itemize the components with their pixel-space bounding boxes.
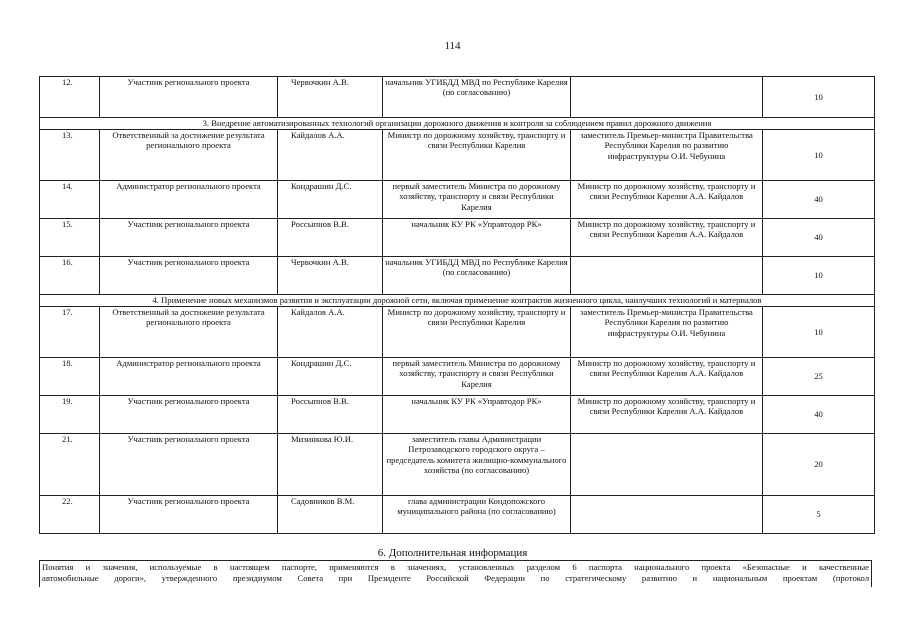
section-row	[40, 295, 875, 307]
section6-text-line: автомобильные дороги», утвержденного президиумом Совета при Президенте Российской Федерации по стратегическому развитию и национальным проектам (протокол	[42, 572, 869, 583]
participants-table	[39, 76, 875, 534]
row-role: Ответственный за достижение результата регионального проекта	[100, 307, 278, 358]
row-position: Министр по дорожному хозяйству, транспорту и связи Республики Карелия	[383, 130, 571, 181]
row-position: начальник УГИБДД МВД по Республике Карелия (по согласованию)	[383, 257, 571, 295]
page-number: 114	[444, 40, 461, 52]
row-position: начальник КУ РК «Управтодор РК»	[383, 219, 571, 257]
row-number: 17.	[40, 307, 100, 358]
row-position: глава администрации Кондопожского муниципального района (по согласованию)	[383, 496, 571, 534]
row-role: Участник регионального проекта	[100, 219, 278, 257]
row-percent: 40	[763, 396, 875, 434]
row-name: Садовников В.М.	[278, 496, 383, 534]
row-name: Кайдалов А.А.	[278, 130, 383, 181]
row-supervisor: Министр по дорожному хозяйству, транспорту и связи Республики Карелия А.А. Кайдалов	[571, 396, 763, 434]
row-supervisor: заместитель Премьер-министра Правительства Республики Карелия по развитию инфраструктуры О.И. Чебунина	[571, 130, 763, 181]
row-number: 22.	[40, 496, 100, 534]
row-number: 19.	[40, 396, 100, 434]
table-row	[40, 181, 875, 219]
row-position: первый заместитель Министра по дорожному хозяйству, транспорту и связи Республики Карелия	[383, 181, 571, 219]
row-supervisor: Министр по дорожному хозяйству, транспорту и связи Республики Карелия А.А. Кайдалов	[571, 181, 763, 219]
row-number: 12.	[40, 77, 100, 118]
row-percent: 20	[763, 434, 875, 496]
section-title: 4. Применение новых механизмов развития и эксплуатации дорожной сети, включая применение контрактов жизненного цикла, наилучших технологий и материалов	[40, 295, 875, 307]
row-supervisor: Министр по дорожному хозяйству, транспорту и связи Республики Карелия А.А. Кайдалов	[571, 219, 763, 257]
row-role: Участник регионального проекта	[100, 396, 278, 434]
row-role: Администратор регионального проекта	[100, 181, 278, 219]
row-name: Червочкин А.В.	[278, 77, 383, 118]
row-position: начальник УГИБДД МВД по Республике Карелия (по согласованию)	[383, 77, 571, 118]
row-name: Кондрашин Д.С.	[278, 358, 383, 396]
row-name: Россыпнов В.В.	[278, 396, 383, 434]
row-supervisor	[571, 257, 763, 295]
row-role: Администратор регионального проекта	[100, 358, 278, 396]
row-name: Мизинкова Ю.И.	[278, 434, 383, 496]
row-number: 13.	[40, 130, 100, 181]
row-name: Россыпнов В.В.	[278, 219, 383, 257]
row-supervisor	[571, 77, 763, 118]
table-row	[40, 496, 875, 534]
row-position: Министр по дорожному хозяйству, транспорту и связи Республики Карелия	[383, 307, 571, 358]
section-row	[40, 118, 875, 130]
row-supervisor	[571, 496, 763, 534]
section-title: 3. Внедрение автоматизированных технологий организации дорожного движения и контроля за соблюдением правил дорожного движения	[40, 118, 875, 130]
row-name: Червочкин А.В.	[278, 257, 383, 295]
row-role: Участник регионального проекта	[100, 257, 278, 295]
table-row	[40, 358, 875, 396]
row-role: Участник регионального проекта	[100, 496, 278, 534]
table-row	[40, 396, 875, 434]
row-supervisor	[571, 434, 763, 496]
row-name: Кайдалов А.А.	[278, 307, 383, 358]
table-row	[40, 307, 875, 358]
row-number: 15.	[40, 219, 100, 257]
table-row	[40, 434, 875, 496]
row-role: Ответственный за достижение результата регионального проекта	[100, 130, 278, 181]
row-role: Участник регионального проекта	[100, 77, 278, 118]
table-row	[40, 219, 875, 257]
row-supervisor: Министр по дорожному хозяйству, транспорту и связи Республики Карелия А.А. Кайдалов	[571, 358, 763, 396]
row-position: начальник КУ РК «Управтодор РК»	[383, 396, 571, 434]
row-percent: 25	[763, 358, 875, 396]
table-row	[40, 257, 875, 295]
row-percent: 10	[763, 130, 875, 181]
table-row	[40, 130, 875, 181]
section6-title: 6. Дополнительная информация	[377, 547, 528, 559]
row-number: 18.	[40, 358, 100, 396]
row-position: заместитель главы Администрации Петрозаводского городского округа – председатель комитета жилищно-коммунального хозяйства (по согласованию)	[383, 434, 571, 496]
row-number: 21.	[40, 434, 100, 496]
section6-text-box	[39, 560, 872, 587]
row-percent: 40	[763, 181, 875, 219]
row-percent: 10	[763, 257, 875, 295]
row-percent: 40	[763, 219, 875, 257]
row-name: Кондрашин Д.С.	[278, 181, 383, 219]
row-role: Участник регионального проекта	[100, 434, 278, 496]
row-supervisor: заместитель Премьер-министра Правительства Республики Карелия по развитию инфраструктуры О.И. Чебунина	[571, 307, 763, 358]
row-number: 16.	[40, 257, 100, 295]
section6-text-line: Понятия и значения, используемые в настоящем паспорте, применяются в значениях, установленных разделом 6 паспорта национального проекта «Безопасные и качественные	[42, 562, 869, 572]
row-percent: 10	[763, 307, 875, 358]
row-position: первый заместитель Министра по дорожному хозяйству, транспорту и связи Республики Карелия	[383, 358, 571, 396]
row-percent: 10	[763, 77, 875, 118]
row-number: 14.	[40, 181, 100, 219]
table-row	[40, 77, 875, 118]
row-percent: 5	[763, 496, 875, 534]
